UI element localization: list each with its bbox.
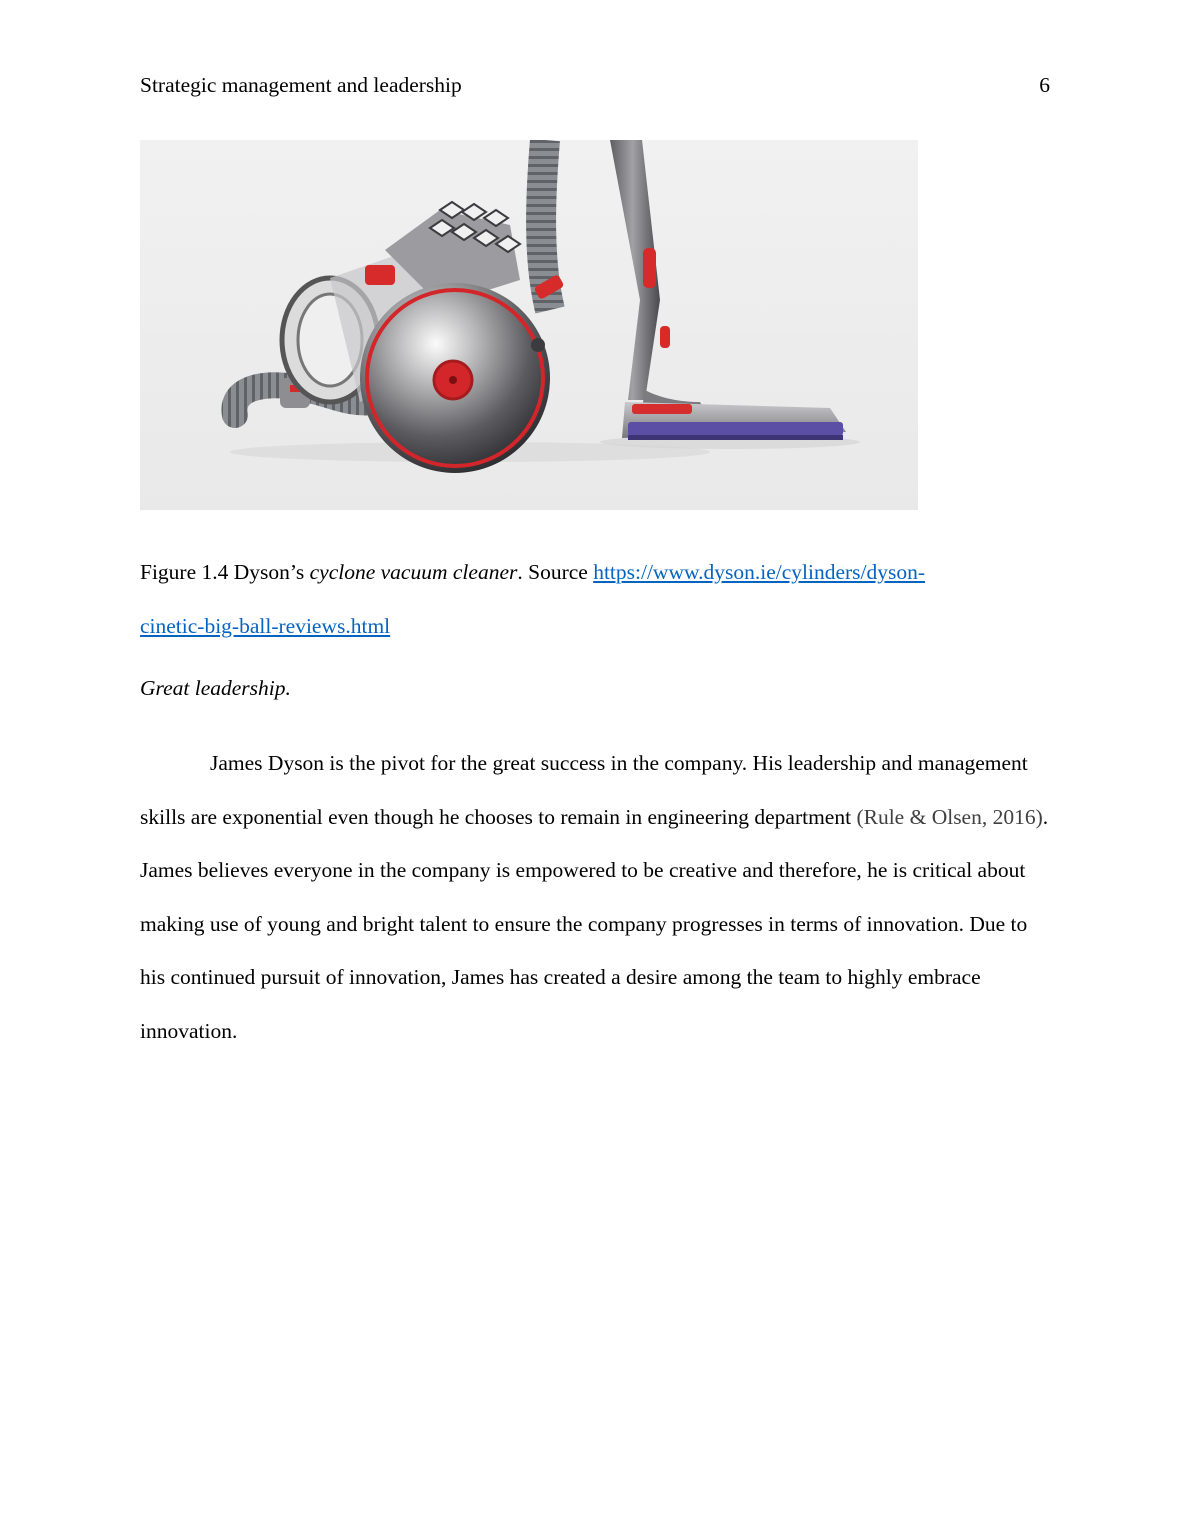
body-paragraph	[140, 737, 1050, 1059]
caption-suffix: . Source	[517, 560, 594, 584]
source-link-line1[interactable]: https://www.dyson.ie/cylinders/dyson-	[593, 560, 926, 584]
running-title: Strategic management and leadership	[140, 73, 462, 97]
caption-prefix: Figure 1.4 Dyson’s	[140, 560, 310, 584]
body-text-part2: . James believes everyone in the company is empowered to be creative and therefore, he is critical about making use of young and bright talent to ensure the company progresses in terms of innovation. Due to his continued pursuit of innovation, James has created a desire among the team to highly embrace innovation.	[140, 804, 1049, 1043]
caption-italic: cyclone vacuum cleaner	[309, 560, 518, 584]
section-subheading: Great leadership.	[140, 676, 291, 700]
figure-caption	[140, 546, 1055, 653]
page-header	[140, 70, 1050, 100]
body-text-part1: James Dyson is the pivot for the great success in the company. His leadership and management skills are exponential even though he chooses to remain in engineering department	[140, 751, 1028, 829]
source-link-line2[interactable]: cinetic-big-ball-reviews.html	[140, 613, 391, 638]
page-number: 6	[1039, 73, 1050, 97]
vacuum-cleaner-photo	[140, 140, 918, 510]
citation: (Rule & Olsen, 2016)	[856, 804, 1043, 829]
